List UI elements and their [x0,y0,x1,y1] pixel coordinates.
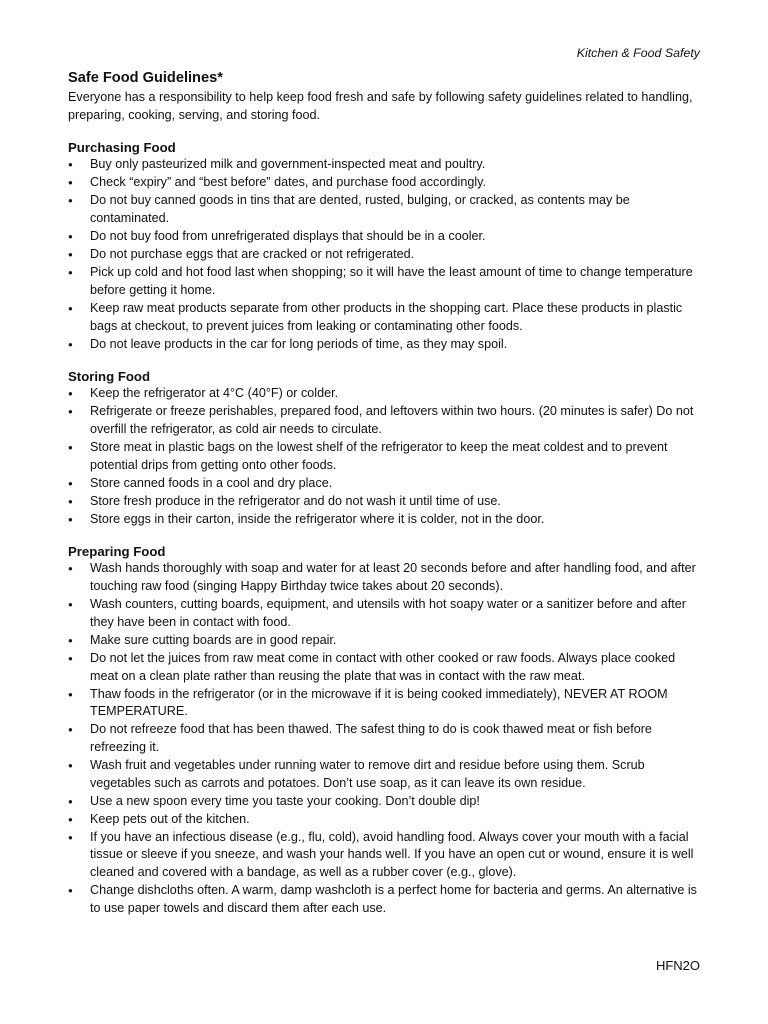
section-purchasing-food [68,139,704,353]
section-heading: Storing Food [68,369,151,385]
list-item: ● Store canned foods in a cool and dry place. [68,475,704,493]
list-item: ● Do not leave products in the car for long periods of time, as they may spoil. [68,336,704,354]
list-item: ● Do not buy canned goods in tins that are dented, rusted, bulging, or cracked, as contents may be contaminated. [68,192,704,227]
section-heading: Preparing Food [68,544,166,560]
section-preparing-food [68,543,704,917]
document-body [68,68,704,918]
list-item: ● Pick up cold and hot food last when shopping; so it will have the least amount of time to change temperature before getting it home. [68,264,704,299]
section-heading: Purchasing Food [68,140,176,156]
bullet-list [68,385,704,528]
bullet-list [68,156,704,353]
running-header: Kitchen & Food Safety [576,46,700,60]
list-item: ● Keep the refrigerator at 4°C (40°F) or colder. [68,385,704,403]
list-item: ● If you have an infectious disease (e.g., flu, cold), avoid handling food. Always cover your mouth with a facial tissue or sleeve if you sneeze, and wash your hands well. If you have an open cut or wound, ensure it is well cleaned and covered with a bandage, as well as a rubber cover (e.g., glove). [68,829,704,882]
list-item: ● Store eggs in their carton, inside the refrigerator where it is colder, not in the door. [68,511,704,529]
list-item: ● Buy only pasteurized milk and government-inspected meat and poultry. [68,156,704,174]
list-item: ● Wash counters, cutting boards, equipment, and utensils with hot soapy water or a sanitizer before and after they have been in contact with food. [68,596,704,631]
section-storing-food [68,368,704,528]
sections-container [68,139,704,917]
course-code: HFN2O [655,958,700,973]
list-item: ● Refrigerate or freeze perishables, prepared food, and leftovers within two hours. (20 minutes is safer) Do not overfill the refrigerator, as cold air needs to circulate. [68,403,704,438]
list-item: ● Do not let the juices from raw meat come in contact with other cooked or raw foods. Always place cooked meat on a clean plate rather than reusing the plate that was in contact with the raw meat. [68,650,704,685]
list-item: ● Change dishcloths often. A warm, damp washcloth is a perfect home for bacteria and germs. An alternative is to use paper towels and discard them after each use. [68,882,704,917]
list-item: ● Do not refreeze food that has been thawed. The safest thing to do is cook thawed meat or fish before refreezing it. [68,721,704,756]
intro-paragraph: Everyone has a responsibility to help keep food fresh and safe by following safety guidelines related to handling, preparing, cooking, serving, and storing food. [68,90,693,122]
document-title: Safe Food Guidelines* [68,70,223,86]
list-item: ● Store meat in plastic bags on the lowest shelf of the refrigerator to keep the meat coldest and to prevent potential drips from getting onto other foods. [68,439,704,474]
list-item: ● Keep pets out of the kitchen. [68,811,704,829]
list-item: ● Check “expiry” and “best before” dates, and purchase food accordingly. [68,174,704,192]
list-item: ● Wash hands thoroughly with soap and water for at least 20 seconds before and after handling food, and after touching raw food (singing Happy Birthday twice takes about 20 seconds). [68,560,704,595]
list-item: ● Thaw foods in the refrigerator (or in the microwave if it is being cooked immediately), NEVER AT ROOM TEMPERATURE. [68,686,704,721]
list-item: ● Keep raw meat products separate from other products in the shopping cart. Place these products in plastic bags at checkout, to prevent juices from leaking or contaminating other foods. [68,300,704,335]
list-item: ● Do not purchase eggs that are cracked or not refrigerated. [68,246,704,264]
list-item: ● Use a new spoon every time you taste your cooking. Don’t double dip! [68,793,704,811]
list-item: ● Store fresh produce in the refrigerator and do not wash it until time of use. [68,493,704,511]
list-item: ● Wash fruit and vegetables under running water to remove dirt and residue before using them. Scrub vegetables such as carrots and potatoes. Don’t use soap, as it can leave its own residue. [68,757,704,792]
list-item: ● Do not buy food from unrefrigerated displays that should be in a cooler. [68,228,704,246]
bullet-list [68,560,704,917]
list-item: ● Make sure cutting boards are in good repair. [68,632,704,650]
